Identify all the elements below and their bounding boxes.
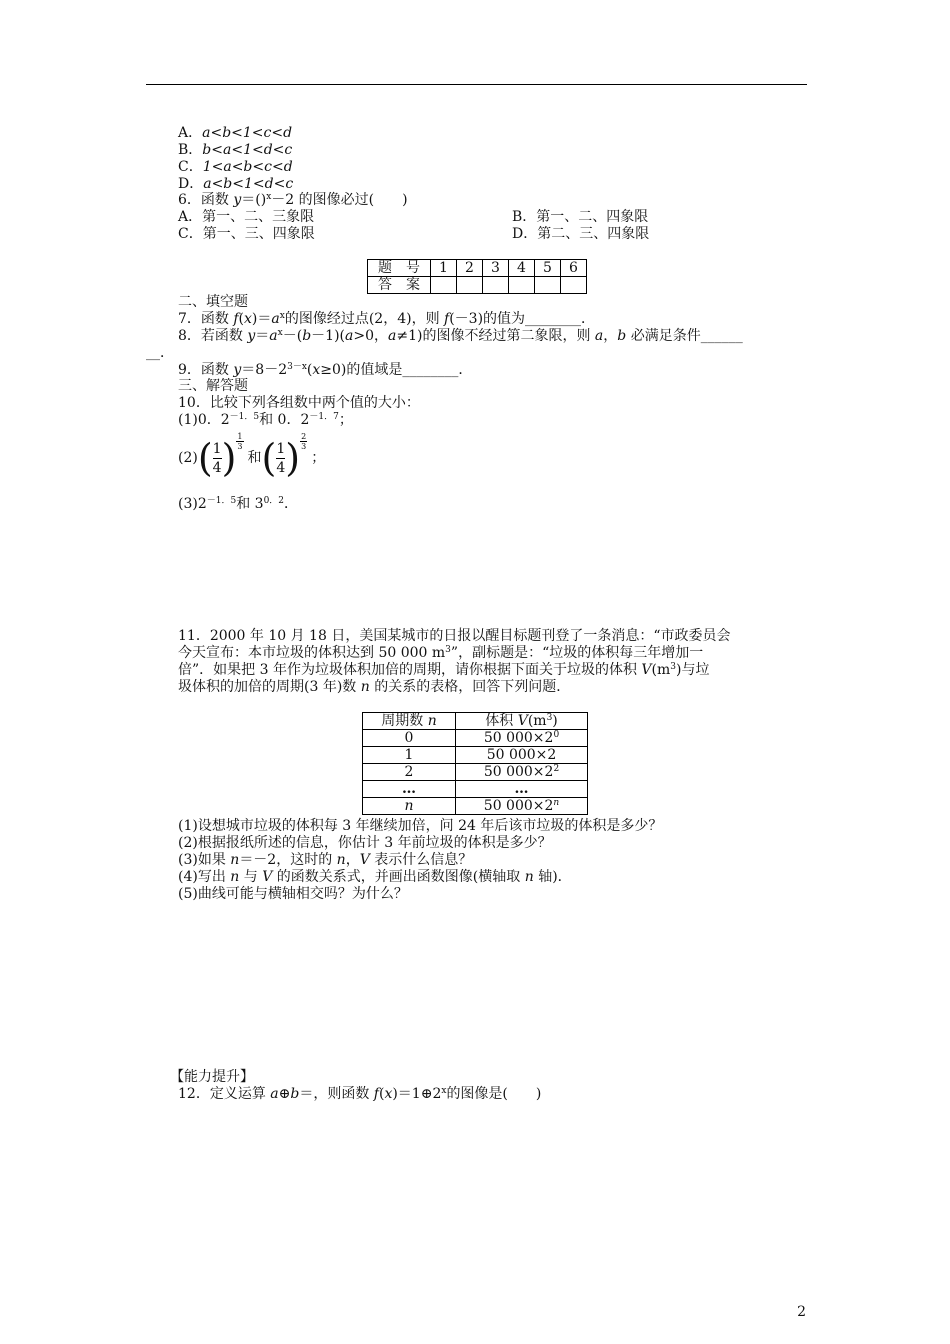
answer-table-num: 2 [457, 260, 483, 277]
volume-table-period: 2 [363, 764, 456, 781]
volume-table-period: 1 [363, 747, 456, 764]
q9: 9．函数 $y=8-2^{3-x}(x\ge 0)$的值域是________． [178, 362, 473, 378]
q10-part3: $(3)2^{-1.5}$和 $3^{0.2}$． [178, 496, 299, 512]
q8-continuation: __． [146, 345, 174, 361]
answer-table-num: 3 [483, 260, 509, 277]
volume-table-period: n [363, 798, 456, 815]
volume-table-period: … [363, 781, 456, 798]
q5-option-a: A．a<b<1<c<d [178, 125, 293, 141]
q11-sub3: (3)如果 n＝－2，这时的 n，V 表示什么信息？ [178, 852, 473, 868]
answer-table-answer-label: 答 案 [368, 277, 431, 294]
answer-table-num: 1 [431, 260, 457, 277]
volume-table-period: 0 [363, 730, 456, 747]
page-number: 2 [797, 1304, 806, 1320]
q6-option-b: B．第一、二、四象限 [512, 209, 649, 225]
q12: 12．定义运算 a⊕b＝，则函数 $f(x)=1\oplus 2^x$的图像是( ) [178, 1086, 542, 1102]
exponent-one-third: $\frac{1}{3}$ [237, 432, 243, 451]
volume-table-volume: … [456, 781, 588, 798]
q10-part1: (1)0．$2^{-1.5}$和 0．$2^{-1.7}$； [178, 412, 353, 428]
right-paren: ) [285, 436, 301, 480]
section2-title: 二、填空题 [178, 294, 248, 310]
answer-cell [535, 277, 561, 294]
q6-stem: 6．函数 y＝()$^x$－2 的图像必过( ) [178, 192, 408, 208]
answer-cell [509, 277, 535, 294]
q5-option-b: B．b<a<1<d<c [178, 142, 293, 158]
q7: 7．函数 $f(x)=a^x$的图像经过点(2，4)，则 f(－3)的值为________． [178, 311, 596, 327]
q6-option-c: C．第一、三、四象限 [178, 226, 315, 242]
fraction-one-quarter: $\frac{1}{4}$ [276, 440, 286, 476]
left-paren: ( [197, 436, 213, 480]
q11-sub1: (1)设想城市垃圾的体积每 3 年继续加倍，问 24 年后该市垃圾的体积是多少？ [178, 818, 663, 834]
q11-line3: 倍”．如果把 3 年作为垃圾体积加倍的周期，请你根据下面关于垃圾的体积 $V(m^3)$与垃 [178, 662, 710, 678]
q11-sub2: (2)根据报纸所述的信息，你估计 3 年前垃圾的体积是多少？ [178, 835, 552, 851]
answer-table-num: 5 [535, 260, 561, 277]
fraction-one-quarter: $\frac{1}{4}$ [212, 440, 222, 476]
header-rule [146, 84, 807, 85]
answer-table-num: 4 [509, 260, 535, 277]
answer-cell [561, 277, 587, 294]
q5-option-d: D．a<b<1<d<c [178, 176, 294, 192]
q6-option-a: A．第一、二、三象限 [178, 209, 315, 225]
volume-table-volume: 50 000×2 [456, 747, 588, 764]
ability-title: 【能力提升】 [170, 1069, 254, 1085]
answer-cell [431, 277, 457, 294]
volume-table-volume: 50 $000\times 2^0$ [456, 730, 588, 747]
answer-table-header-label: 题 号 [368, 260, 431, 277]
q8: 8．若函数 $y=a^x-(b-1)(a>0$，a≠1)的图像不经过第二象限，则 a，b 必满足条件______ [178, 328, 743, 344]
exponent-two-thirds: $\frac{2}{3}$ [301, 432, 307, 451]
volume-table [362, 712, 588, 815]
volume-table-volume: 50 $000\times 2^n$ [456, 798, 588, 815]
q10-part2: (2)( $\frac{1}{4}$ ) $\frac{1}{3}$ 和( $\frac{1}{4}$ ) $\frac{2}{3}$ ； [178, 432, 326, 480]
q6-option-d: D．第二、三、四象限 [512, 226, 650, 242]
answer-table-num: 6 [561, 260, 587, 277]
right-paren: ) [221, 436, 237, 480]
answer-cell [483, 277, 509, 294]
q11-line1: 11．2000 年 10 月 18 日，美国某城市的日报以醒目标题刊登了一条消息：“市政委员会 [178, 628, 731, 644]
q5-option-c: C．1<a<b<c<d [178, 159, 293, 175]
answer-cell [457, 277, 483, 294]
q11-line2: 今天宣布：本市垃圾的体积达到 50 000 $m^3$”，副标题是：“垃圾的体积每三年增加一 [178, 645, 704, 661]
answer-table [367, 259, 587, 294]
left-paren: ( [261, 436, 277, 480]
q11-sub5: (5)曲线可能与横轴相交吗？为什么？ [178, 886, 408, 902]
q11-line4: 圾体积的加倍的周期(3 年)数 n 的关系的表格，回答下列问题． [178, 679, 571, 695]
volume-table-header-period: 周期数 n [363, 713, 456, 730]
q10-title: 10．比较下列各组数中两个值的大小： [178, 395, 420, 411]
volume-table-volume: 50 $000\times 2^2$ [456, 764, 588, 781]
section3-title: 三、解答题 [178, 378, 248, 394]
q11-sub4: (4)写出 n 与 V 的函数关系式，并画出函数图像(横轴取 n 轴)． [178, 869, 572, 885]
volume-table-header-volume: 体积 $V(m^3)$ [456, 713, 588, 730]
